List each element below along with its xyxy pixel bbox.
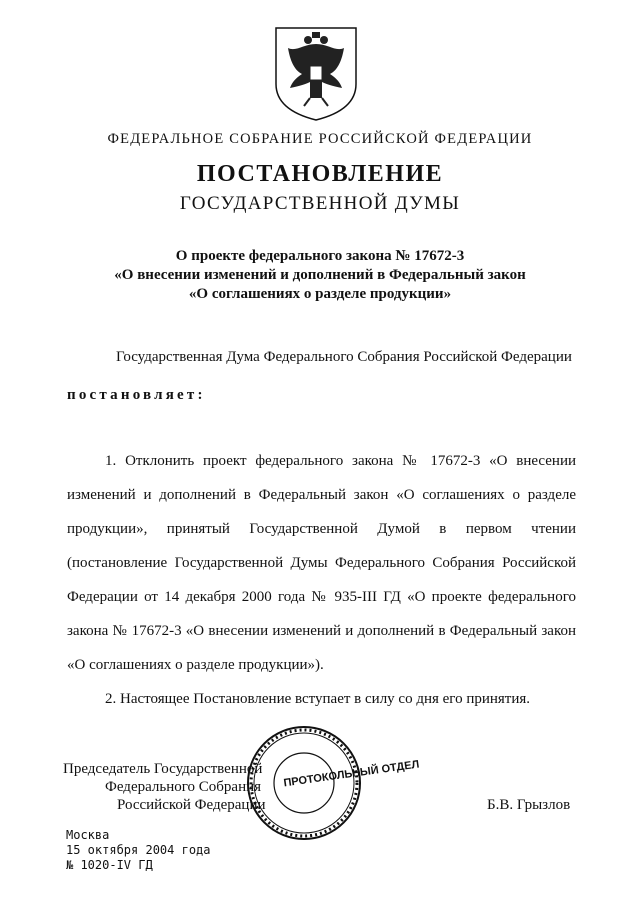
signatory-title-line: Федерального Собрания <box>105 779 262 795</box>
issuing-body: ГОСУДАРСТВЕННОЙ ДУМЫ <box>179 193 461 214</box>
subject-line: «О соглашениях о разделе продукции» <box>188 286 452 302</box>
issue-date: 15 октября 2004 года <box>66 843 211 857</box>
issuer-line: Государственная Дума Федерального Собрания Российской Федерации <box>116 349 572 365</box>
issue-city: Москва <box>66 828 110 842</box>
clause-1-line: «О соглашениях о разделе продукции»). <box>67 657 324 673</box>
subject-line: «О внесении изменений и дополнений в Федеральный закон <box>114 267 526 283</box>
clause-1-line: Федерации от 14 декабря 2000 года № 935-III ГД «О проекте федерального <box>67 589 576 605</box>
clause-1-line: закона № 17672-3 «О внесении изменений и дополнений в Федеральный закон <box>67 623 576 639</box>
subject-line: О проекте федерального закона № 17672-3 <box>175 248 465 264</box>
coat-of-arms-emblem <box>274 26 358 122</box>
clause-1-line: (постановление Государственной Думы Федерального Собрания Российской <box>67 555 576 571</box>
stamp-text: ПРОТОКОЛЬНЫЙ ОТДЕЛ <box>282 758 421 790</box>
clause-2: 2. Настоящее Постановление вступает в силу со дня его принятия. <box>105 691 531 707</box>
clause-1-line: изменений и дополнений в Федеральный закон «О соглашениях о разделе <box>67 487 576 503</box>
organization-name: ФЕДЕРАЛЬНОЕ СОБРАНИЕ РОССИЙСКОЙ ФЕДЕРАЦИИ <box>107 131 533 147</box>
clause-1-line: продукции», принятый Государственной Думой в первом чтении <box>67 521 576 537</box>
resolution-number: № 1020-IV ГД <box>66 858 153 872</box>
clause-1-line: 1. Отклонить проект федерального закона № 17672-3 «О внесении <box>105 453 576 469</box>
signer-name: Б.В. Грызлов <box>487 797 571 813</box>
document-type: ПОСТАНОВЛЕНИЕ <box>196 161 444 187</box>
signatory-title-line: Председатель Государственной <box>63 761 263 777</box>
signatory-title-line: Российской Федерации <box>117 797 266 813</box>
resolves-line: постановляет: <box>67 387 206 403</box>
